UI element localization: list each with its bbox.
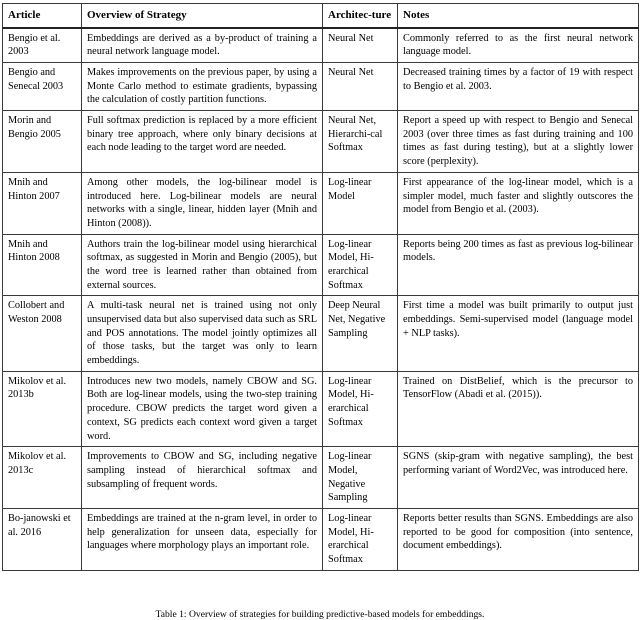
cell-overview: Among other models, the log-bilinear model is introduced here. Log-bilinear models are neural networks with a single, linear, hidden layer (Mnih and Hinton (2008)). xyxy=(82,172,323,234)
cell-article: Mikolov et al. 2013b xyxy=(3,371,82,446)
table-row xyxy=(3,234,639,296)
cell-overview: Introduces new two models, namely CBOW and SG. Both are log-linear models, using the two-step training procedure. CBOW predicts the target word given a context, SG predicts each context word given a target word. xyxy=(82,371,323,446)
cell-architecture: Deep Neural Net, Negative Sampling xyxy=(323,296,398,371)
table-row xyxy=(3,172,639,234)
column-header-architecture: Architec-ture xyxy=(323,4,398,28)
cell-article: Bengio et al. 2003 xyxy=(3,28,82,63)
cell-notes: First appearance of the log-linear model, which is a simpler model, much faster and slightly outscores the model from Bengio et al. (2003). xyxy=(398,172,639,234)
cell-architecture: Neural Net xyxy=(323,28,398,63)
column-header-notes: Notes xyxy=(398,4,639,28)
table-row xyxy=(3,28,639,63)
cell-architecture: Neural Net, Hierarchi-cal Softmax xyxy=(323,111,398,173)
cell-architecture: Log-linear Model xyxy=(323,172,398,234)
table-header xyxy=(3,4,639,28)
document-page xyxy=(0,3,640,618)
cell-architecture: Log-linear Model, Hi-erarchical Softmax xyxy=(323,508,398,570)
table-header-row xyxy=(3,4,639,28)
table-row xyxy=(3,447,639,509)
cell-notes: Report a speed up with respect to Bengio and Senecal 2003 (over three times as fast during training and 100 times as fast during testing), but at a slightly lower score (perplexity). xyxy=(398,111,639,173)
cell-overview: Makes improvements on the previous paper, by using a Monte Carlo method to estimate gradients, bypassing the calculation of costly partition functions. xyxy=(82,63,323,111)
cell-article: Mnih and Hinton 2008 xyxy=(3,234,82,296)
cell-architecture: Log-linear Model, Hi-erarchical Softmax xyxy=(323,371,398,446)
cell-overview: Full softmax prediction is replaced by a more efficient binary tree approach, where only binary decisions at each node leading to the target word are needed. xyxy=(82,111,323,173)
column-header-article: Article xyxy=(3,4,82,28)
cell-overview: Authors train the log-bilinear model using hierarchical softmax, as suggested in Morin and Bengio (2005), but the word tree is learned rather than obtained from external sources. xyxy=(82,234,323,296)
cell-article: Mikolov et al. 2013c xyxy=(3,447,82,509)
cell-overview: Embeddings are trained at the n-gram level, in order to help generalization for unseen data, especially for languages where morphology plays an important role. xyxy=(82,508,323,570)
strategies-overview-table xyxy=(2,3,639,571)
cell-notes: SGNS (skip-gram with negative sampling), the best performing variant of Word2Vec, was introduced here. xyxy=(398,447,639,509)
table-row xyxy=(3,508,639,570)
cell-overview: Embeddings are derived as a by-product of training a neural network language model. xyxy=(82,28,323,63)
cell-article: Collobert and Weston 2008 xyxy=(3,296,82,371)
cell-notes: Commonly referred to as the first neural network language model. xyxy=(398,28,639,63)
cell-article: Bo-janowski et al. 2016 xyxy=(3,508,82,570)
table-row xyxy=(3,111,639,173)
table-row xyxy=(3,296,639,371)
cell-architecture: Log-linear Model, Negative Sampling xyxy=(323,447,398,509)
cell-architecture: Neural Net xyxy=(323,63,398,111)
cell-architecture: Log-linear Model, Hi-erarchical Softmax xyxy=(323,234,398,296)
cell-notes: Reports being 200 times as fast as previous log-bilinear models. xyxy=(398,234,639,296)
cell-article: Bengio and Senecal 2003 xyxy=(3,63,82,111)
table-body xyxy=(3,28,639,571)
cell-notes: Decreased training times by a factor of 19 with respect to Bengio et al. 2003. xyxy=(398,63,639,111)
table-row xyxy=(3,63,639,111)
cell-article: Mnih and Hinton 2007 xyxy=(3,172,82,234)
table-caption: Table 1: Overview of strategies for building predictive-based models for embeddings. xyxy=(0,609,640,620)
cell-overview: Improvements to CBOW and SG, including negative sampling instead of hierarchical softmax and subsampling of frequent words. xyxy=(82,447,323,509)
cell-overview: A multi-task neural net is trained using not only unsupervised data but also supervised data such as SRL and POS annotations. The model jointly optimizes all of those tasks, but the target was only to learn embeddings. xyxy=(82,296,323,371)
table-row xyxy=(3,371,639,446)
cell-notes: Trained on DistBelief, which is the precursor to TensorFlow (Abadi et al. (2015)). xyxy=(398,371,639,446)
cell-article: Morin and Bengio 2005 xyxy=(3,111,82,173)
cell-notes: First time a model was built primarily to output just embeddings. Semi-supervised model (language model + NLP tasks). xyxy=(398,296,639,371)
column-header-overview: Overview of Strategy xyxy=(82,4,323,28)
cell-notes: Reports better results than SGNS. Embeddings are also reported to be good for composition (into sentence, document embeddings). xyxy=(398,508,639,570)
